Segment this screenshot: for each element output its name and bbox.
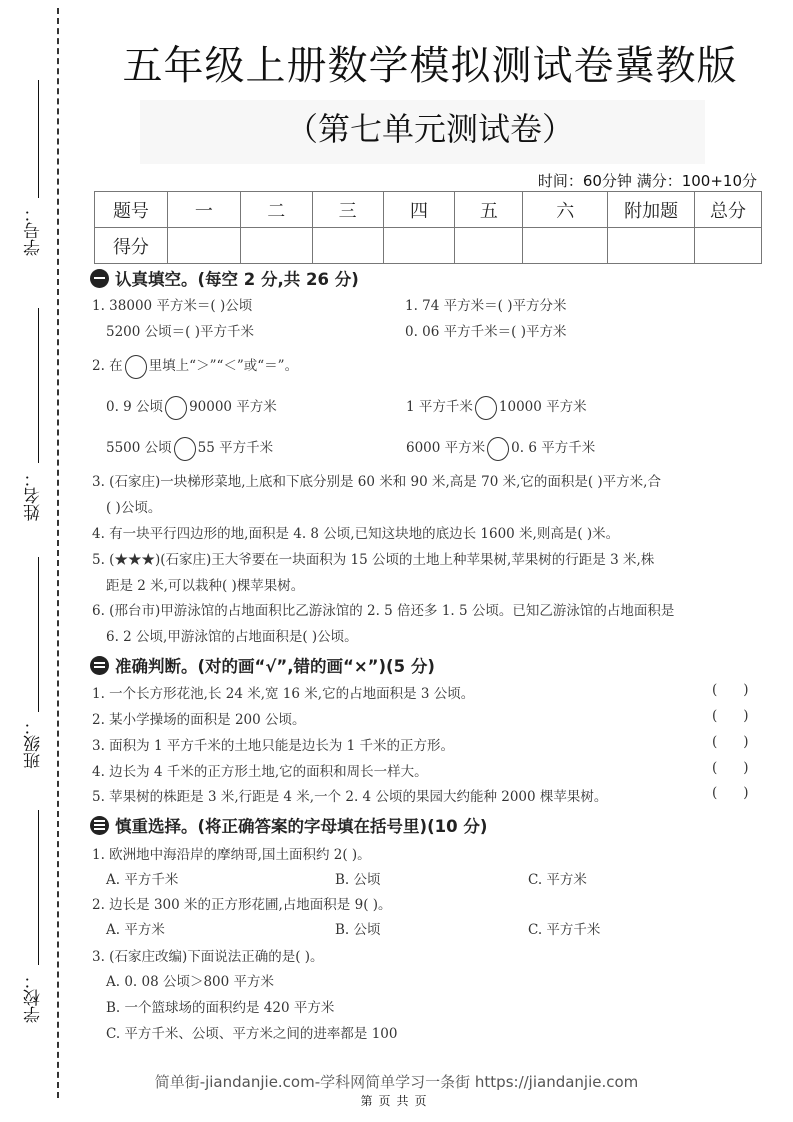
- section-1-title: 认真填空。(每空 2 分,共 26 分): [115, 270, 359, 289]
- compare-circle-blank[interactable]: [165, 396, 187, 420]
- s3-q2-option-c[interactable]: C. 平方千米: [528, 922, 601, 938]
- section-2-heading: [90, 653, 435, 677]
- score-table: [94, 191, 762, 264]
- score-cell[interactable]: [523, 228, 608, 264]
- section-3-title: 慎重选择。(将正确答案的字母填在括号里)(10 分): [115, 817, 488, 836]
- s1-q2-prompt: 2. 在 里填上“＞”“＜”或“＝”。: [92, 354, 298, 379]
- name-blank[interactable]: [38, 308, 39, 463]
- col-header: 一: [167, 192, 240, 228]
- s3-q1-option-c[interactable]: C. 平方米: [528, 872, 587, 888]
- footer-source: 简单街-jiandanjie.com-学科网简单学习一条街 https://jiandanjie.com: [154, 1073, 639, 1091]
- col-header: 三: [312, 192, 383, 228]
- s1-q5-line1: 5. (★★★)(石家庄)王大爷要在一块面积为 15 公顷的土地上种苹果树,苹果树的行距是 3 米,株: [92, 552, 655, 568]
- s3-q3-option-b[interactable]: B. 一个篮球场的面积约是 420 平方米: [106, 1000, 335, 1016]
- answer-paren[interactable]: (): [712, 708, 775, 724]
- section-three-badge-icon: [90, 816, 109, 835]
- answer-paren[interactable]: (): [712, 682, 775, 698]
- row-header-question-no: 题号: [95, 192, 168, 228]
- s1-q2-item: 1 平方千米 10000 平方米: [406, 395, 587, 420]
- section-two-badge-icon: [90, 656, 109, 675]
- s2-item: 4. 边长为 4 千米的正方形土地,它的面积和周长一样大。: [92, 764, 428, 780]
- binding-fold-line: [57, 8, 59, 1098]
- section-1-heading: [90, 266, 359, 290]
- circle-blank-icon: [125, 355, 147, 379]
- student-id-label: 学号：: [24, 205, 44, 256]
- s3-q3-stem: 3. (石家庄改编)下面说法正确的是( )。: [92, 949, 324, 965]
- s1-q6-line2: 6. 2 公顷,甲游泳馆的占地面积是( )公顷。: [106, 629, 358, 645]
- answer-paren[interactable]: (): [712, 734, 775, 750]
- s3-q3-option-a[interactable]: A. 0. 08 公顷＞800 平方米: [106, 974, 275, 990]
- row-header-score: 得分: [95, 228, 168, 264]
- col-header: 五: [455, 192, 523, 228]
- s2-item: 3. 面积为 1 平方千米的土地只能是边长为 1 千米的正方形。: [92, 738, 455, 754]
- name-label: 姓名：: [24, 470, 44, 521]
- s2-item: 2. 某小学操场的面积是 200 公顷。: [92, 712, 306, 728]
- score-cell[interactable]: [608, 228, 695, 264]
- s1-q3-line1: 3. (石家庄)一块梯形菜地,上底和下底分别是 60 米和 90 米,高是 70 米,它的面积是( )平方米,合: [92, 474, 661, 490]
- page-subtitle: （第七单元测试卷）: [285, 110, 574, 148]
- school-blank[interactable]: [38, 810, 39, 965]
- s3-q2-option-a[interactable]: A. 平方米: [106, 922, 165, 938]
- s1-q5-line2: 距是 2 米,可以栽种( )棵苹果树。: [106, 578, 305, 594]
- col-header: 六: [523, 192, 608, 228]
- compare-circle-blank[interactable]: [475, 396, 497, 420]
- class-label: 班级：: [24, 718, 44, 769]
- school-label: 学校：: [24, 972, 44, 1023]
- score-cell[interactable]: [240, 228, 312, 264]
- s2-item: 5. 苹果树的株距是 3 米,行距是 4 米,一个 2. 4 公顷的果园大约能种 2000 棵苹果树。: [92, 789, 608, 805]
- score-table-score-row: [95, 228, 762, 264]
- s3-q1-option-b[interactable]: B. 公顷: [335, 872, 381, 888]
- page-title: 五年级上册数学模拟测试卷冀教版: [122, 43, 738, 89]
- s1-q4: 4. 有一块平行四边形的地,面积是 4. 8 公顷,已知这块地的底边长 1600 米,则高是( )米。: [92, 526, 620, 542]
- answer-paren[interactable]: (): [712, 760, 775, 776]
- s1-q1-c: 5200 公顷＝( )平方千米: [106, 324, 254, 340]
- class-blank[interactable]: [38, 557, 39, 712]
- col-header: 附加题: [608, 192, 695, 228]
- s1-q1-d: 0. 06 平方千米＝( )平方米: [405, 324, 567, 340]
- s1-q1-b: 1. 74 平方米＝( )平方分米: [405, 298, 567, 314]
- s1-q6-line1: 6. (邢台市)甲游泳馆的占地面积比乙游泳馆的 2. 5 倍还多 1. 5 公顷。已知乙游泳馆的占地面积是: [92, 603, 675, 619]
- page-number: 第页共页: [360, 1094, 433, 1108]
- score-cell[interactable]: [167, 228, 240, 264]
- s2-item: 1. 一个长方形花池,长 24 米,宽 16 米,它的占地面积是 3 公顷。: [92, 686, 475, 702]
- col-header: 四: [383, 192, 455, 228]
- answer-paren[interactable]: (): [712, 785, 775, 801]
- section-3-heading: [90, 813, 487, 837]
- section-2-title: 准确判断。(对的画“√”,错的画“×”)(5 分): [115, 657, 435, 676]
- s3-q2-stem: 2. 边长是 300 米的正方形花圃,占地面积是 9( )。: [92, 897, 392, 913]
- s1-q2-item: 6000 平方米 0. 6 平方千米: [406, 436, 595, 461]
- compare-circle-blank[interactable]: [487, 437, 509, 461]
- student-id-blank[interactable]: [38, 80, 39, 198]
- score-table-header-row: [95, 192, 762, 228]
- score-cell[interactable]: [383, 228, 455, 264]
- s3-q3-option-c[interactable]: C. 平方千米、公顷、平方米之间的进率都是 100: [106, 1026, 398, 1042]
- s1-q2-item: 0. 9 公顷 90000 平方米: [106, 395, 277, 420]
- s3-q1-stem: 1. 欧洲地中海沿岸的摩纳哥,国土面积约 2( )。: [92, 847, 371, 863]
- s3-q1-option-a[interactable]: A. 平方千米: [106, 872, 179, 888]
- s1-q3-line2: ( )公顷。: [106, 500, 162, 516]
- s3-q2-option-b[interactable]: B. 公顷: [335, 922, 381, 938]
- col-header: 总分: [695, 192, 762, 228]
- exam-meta: 时间：60分钟 满分：100+10分: [537, 172, 757, 190]
- score-cell[interactable]: [312, 228, 383, 264]
- score-cell[interactable]: [455, 228, 523, 264]
- col-header: 二: [240, 192, 312, 228]
- s1-q1-a: 1. 38000 平方米＝( )公顷: [92, 298, 253, 314]
- score-cell[interactable]: [695, 228, 762, 264]
- compare-circle-blank[interactable]: [174, 437, 196, 461]
- section-one-badge-icon: [90, 269, 109, 288]
- s1-q2-item: 5500 公顷 55 平方千米: [106, 436, 273, 461]
